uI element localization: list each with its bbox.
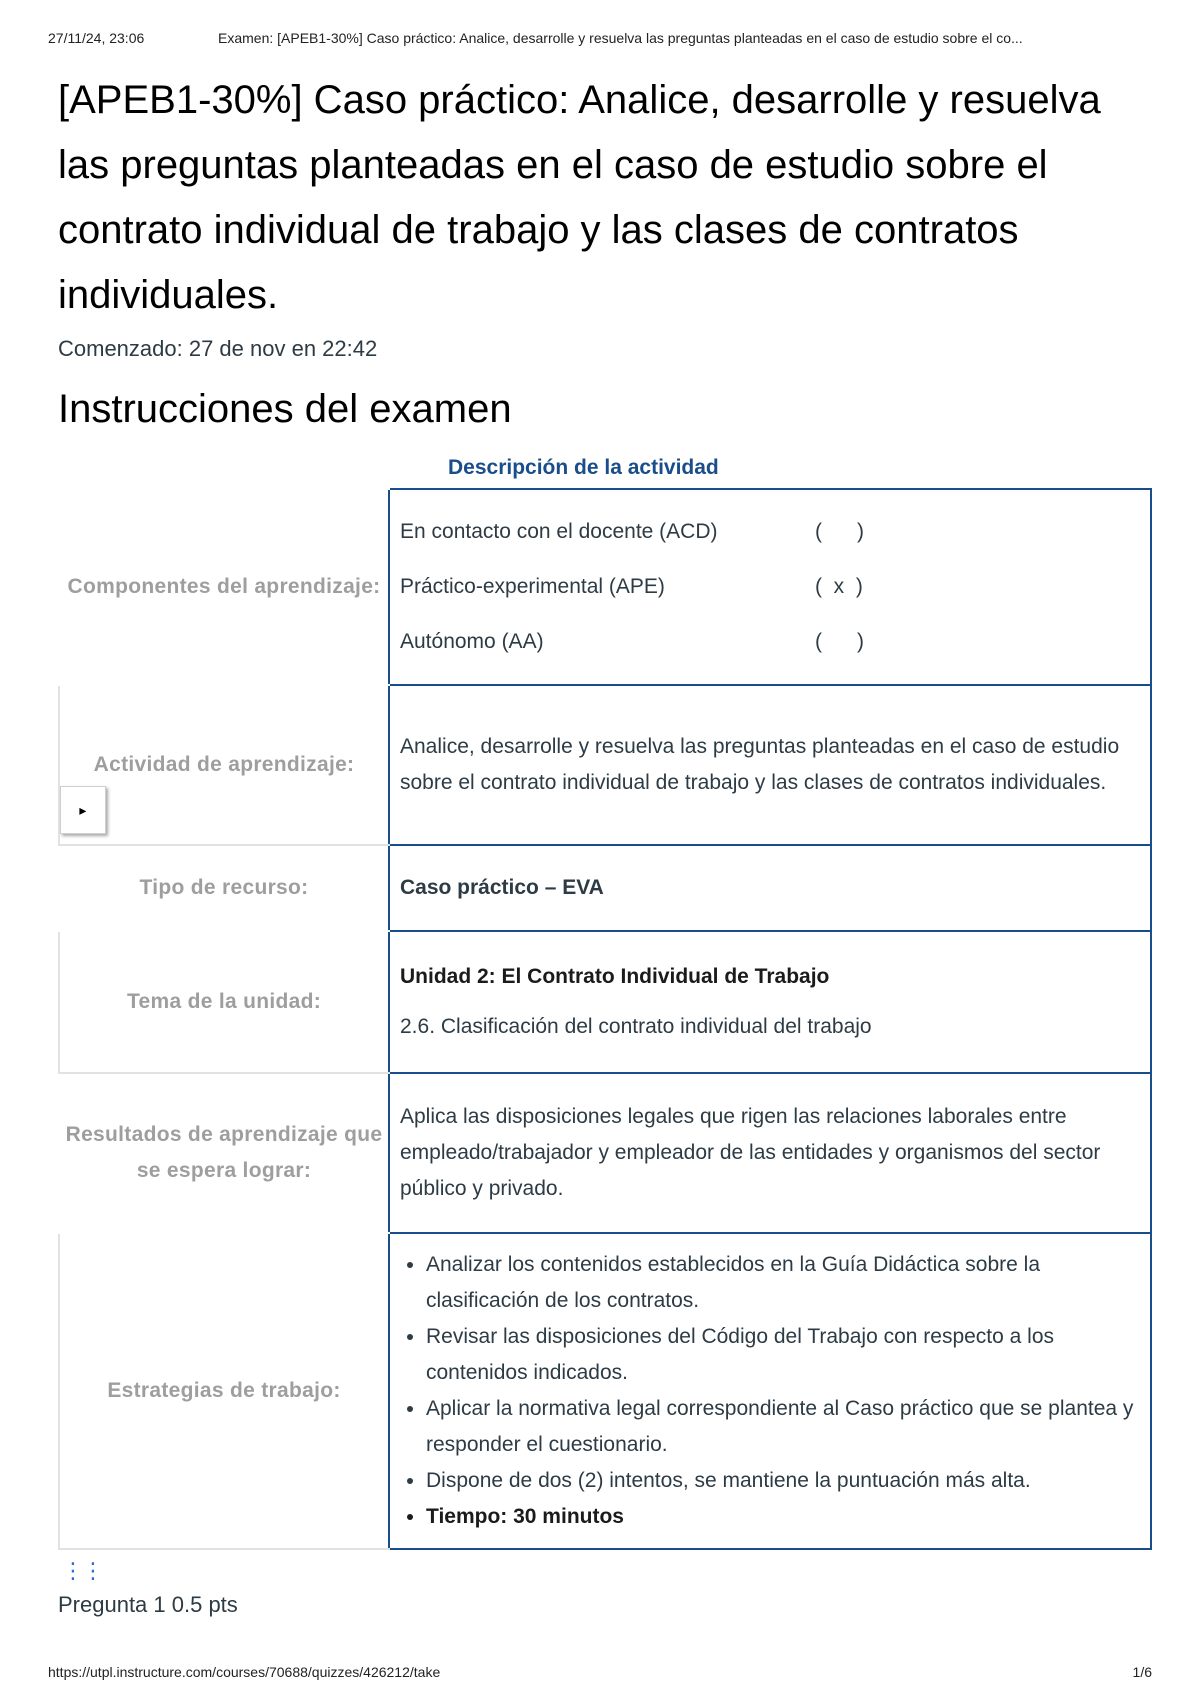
strategy-item: • Dispone de dos (2) intentos, se mantiene la puntuación más alta. — [426, 1463, 1140, 1499]
activity-row — [59, 685, 1151, 845]
activity-label: Actividad de aprendizaje: — [93, 753, 355, 776]
print-page-number: 1/6 — [1132, 1664, 1152, 1680]
results-value: Aplica las disposiciones legales que rigen las relaciones laborales entre empleado/trabajador y empleador de las entidades y organismos del sector público y privado. — [389, 1073, 1151, 1233]
component-name: Autónomo (AA) — [400, 630, 544, 653]
print-page-title: Examen: [APEB1-30%] Caso práctico: Analice, desarrolle y resuelva las preguntas planteadas en el caso de estudio sobre el co... — [218, 30, 1023, 46]
play-button[interactable] — [60, 786, 106, 834]
activity-label-cell — [59, 685, 389, 845]
components-row — [59, 489, 1151, 685]
resource-label: Tipo de recurso: — [139, 876, 309, 899]
quiz-content — [58, 68, 1152, 1550]
activity-description-table — [58, 488, 1152, 1550]
strategy-time: • Tiempo: 30 minutos — [426, 1499, 1140, 1535]
strategies-list — [400, 1247, 1140, 1535]
resource-row — [59, 845, 1151, 931]
topic-row — [59, 931, 1151, 1073]
component-item — [400, 505, 1140, 560]
strategy-item: • Analizar los contenidos establecidos en la Guía Didáctica sobre la clasificación de los contratos. — [426, 1247, 1140, 1319]
started-timestamp: Comenzado: 27 de nov en 22:42 — [58, 336, 378, 361]
play-icon: ▸ — [79, 802, 87, 818]
component-mark: ( ) — [815, 630, 864, 653]
strategy-item: • Aplicar la normativa legal correspondiente al Caso práctico que se plantea y responder el cuestionario. — [426, 1391, 1140, 1463]
topic-value — [389, 931, 1151, 1073]
question-header: Pregunta 1 0.5 pts — [58, 1592, 238, 1617]
instructions-heading: Instrucciones del examen — [58, 387, 512, 431]
strategies-label: Estrategias de trabajo: — [59, 1233, 389, 1549]
component-item — [400, 560, 1140, 615]
component-mark: ( x ) — [815, 575, 863, 598]
activity-table-title: Descripción de la actividad — [448, 456, 719, 479]
strategy-item: • Revisar las disposiciones del Código del Trabajo con respecto a los contenidos indicados. — [426, 1319, 1140, 1391]
component-name: Práctico-experimental (APE) — [400, 575, 665, 598]
component-item — [400, 615, 1140, 670]
print-datetime: 27/11/24, 23:06 — [48, 30, 145, 46]
results-label: Resultados de aprendizaje que se espera lograr: — [65, 1123, 383, 1182]
components-value — [389, 489, 1151, 685]
component-mark: ( ) — [815, 520, 864, 543]
print-header — [48, 30, 1160, 54]
drag-handle-icon[interactable]: ⋮⋮ — [62, 1558, 102, 1583]
topic-subtopic: 2.6. Clasificación del contrato individual del trabajo — [400, 1015, 872, 1038]
components-label: Componentes del aprendizaje: — [67, 575, 381, 598]
topic-unit: Unidad 2: El Contrato Individual de Trabajo — [400, 965, 830, 988]
strategies-value — [389, 1233, 1151, 1549]
activity-value: Analice, desarrolle y resuelva las preguntas planteadas en el caso de estudio sobre el contrato individual de trabajo y las clases de contratos individuales. — [389, 685, 1151, 845]
print-footer — [48, 1664, 1152, 1680]
resource-value: Caso práctico – EVA — [389, 845, 1151, 931]
quiz-title: [APEB1-30%] Caso práctico: Analice, desarrolle y resuelva las preguntas planteadas en el caso de estudio sobre el contrato individual de trabajo y las clases de contratos individuales. — [58, 78, 1101, 317]
component-name: En contacto con el docente (ACD) — [400, 520, 718, 543]
strategies-row — [59, 1233, 1151, 1549]
topic-label: Tema de la unidad: — [59, 931, 389, 1073]
print-url: https://utpl.instructure.com/courses/70688/quizzes/426212/take — [48, 1664, 441, 1680]
results-row — [59, 1073, 1151, 1233]
